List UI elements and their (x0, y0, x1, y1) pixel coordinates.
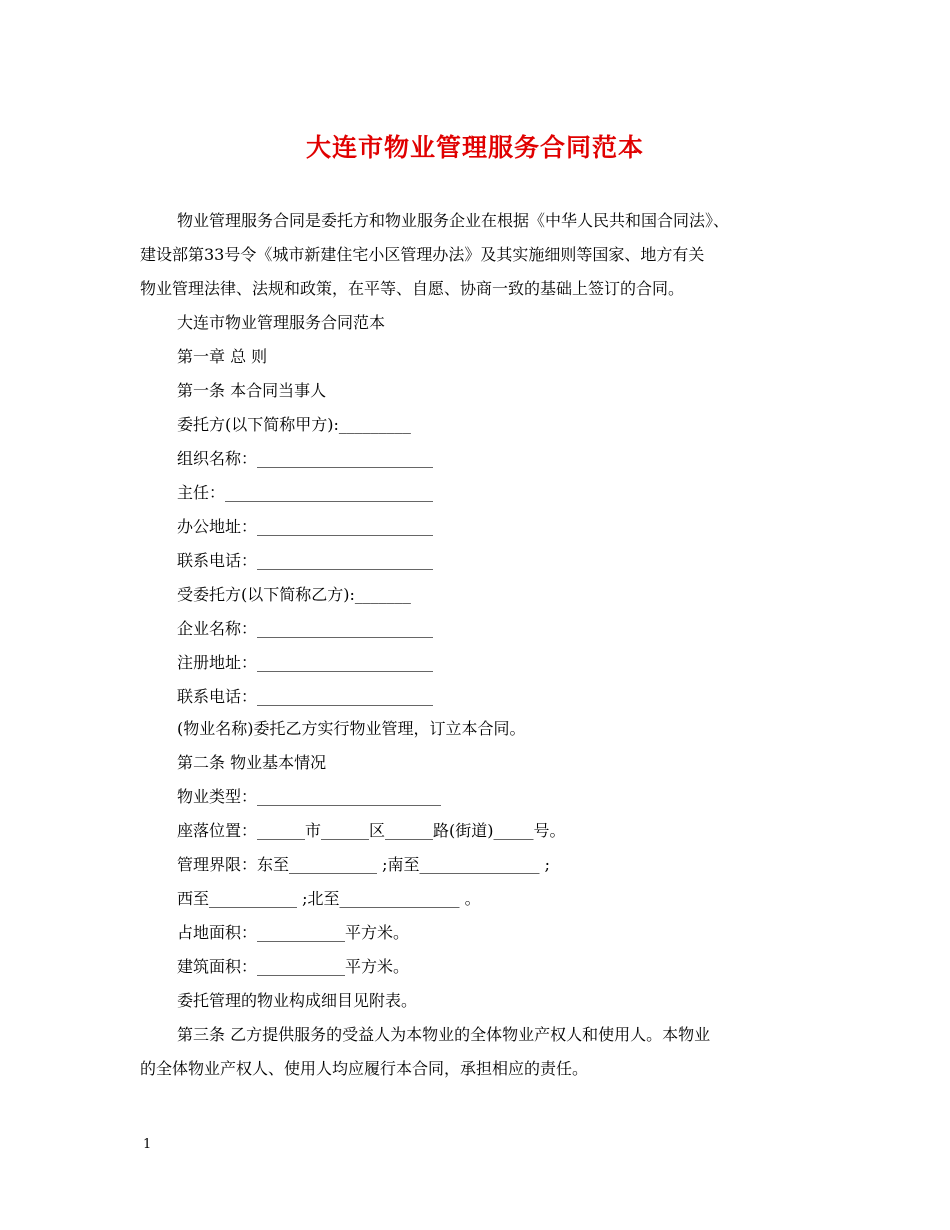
paragraph-line: (物业名称)委托乙方实行物业管理，订立本合同。 (177, 719, 526, 738)
paragraph-line: 的全体物业产权人、使用人均应履行本合同，承担相应的责任。 (140, 1059, 589, 1078)
document-title: 大连市物业管理服务合同范本 (305, 133, 644, 162)
form-field-line: 联系电话：______________________ (177, 551, 434, 570)
form-field-line: 占地面积：___________平方米。 (177, 923, 410, 942)
form-field-line: 西至___________ ;北至_______________ 。 (177, 889, 481, 908)
form-field-line: 建筑面积：___________平方米。 (177, 957, 410, 976)
paragraph-line: 建设部第33号令《城市新建住宅小区管理办法》及其实施细则等国家、地方有关 (140, 245, 705, 264)
paragraph-line: 大连市物业管理服务合同范本 (177, 313, 386, 332)
form-field-line: 办公地址：______________________ (177, 517, 434, 536)
article-heading: 第一条 本合同当事人 (177, 381, 327, 400)
form-field-line: 组织名称：______________________ (177, 449, 434, 468)
form-field-line: 受委托方(以下简称乙方):_______ (177, 585, 411, 604)
article-heading: 第二条 物业基本情况 (177, 753, 327, 772)
paragraph-line: 物业管理法律、法规和政策，在平等、自愿、协商一致的基础上签订的合同。 (140, 279, 685, 298)
paragraph-line: 委托管理的物业构成细目见附表。 (177, 991, 418, 1010)
paragraph-line: 物业管理服务合同是委托方和物业服务企业在根据《中华人民共和国合同法》、 (177, 211, 730, 230)
form-field-line: 联系电话：______________________ (177, 687, 434, 706)
paragraph-line: 第三条 乙方提供服务的受益人为本物业的全体物业产权人和使用人。本物业 (177, 1025, 711, 1044)
page-number: 1 (143, 1137, 152, 1152)
form-field-line: 企业名称：______________________ (177, 619, 434, 638)
form-field-line: 委托方(以下简称甲方):_________ (177, 415, 411, 434)
form-field-line: 注册地址：______________________ (177, 653, 434, 672)
form-field-line: 管理界限：东至___________ ;南至_______________ ; (177, 855, 550, 874)
form-field-line: 座落位置：______市______区______路(街道)_____号。 (177, 821, 566, 840)
chapter-heading: 第一章 总 则 (177, 347, 268, 366)
form-field-line: 主任：__________________________ (177, 483, 434, 502)
form-field-line: 物业类型：_______________________ (177, 787, 442, 806)
